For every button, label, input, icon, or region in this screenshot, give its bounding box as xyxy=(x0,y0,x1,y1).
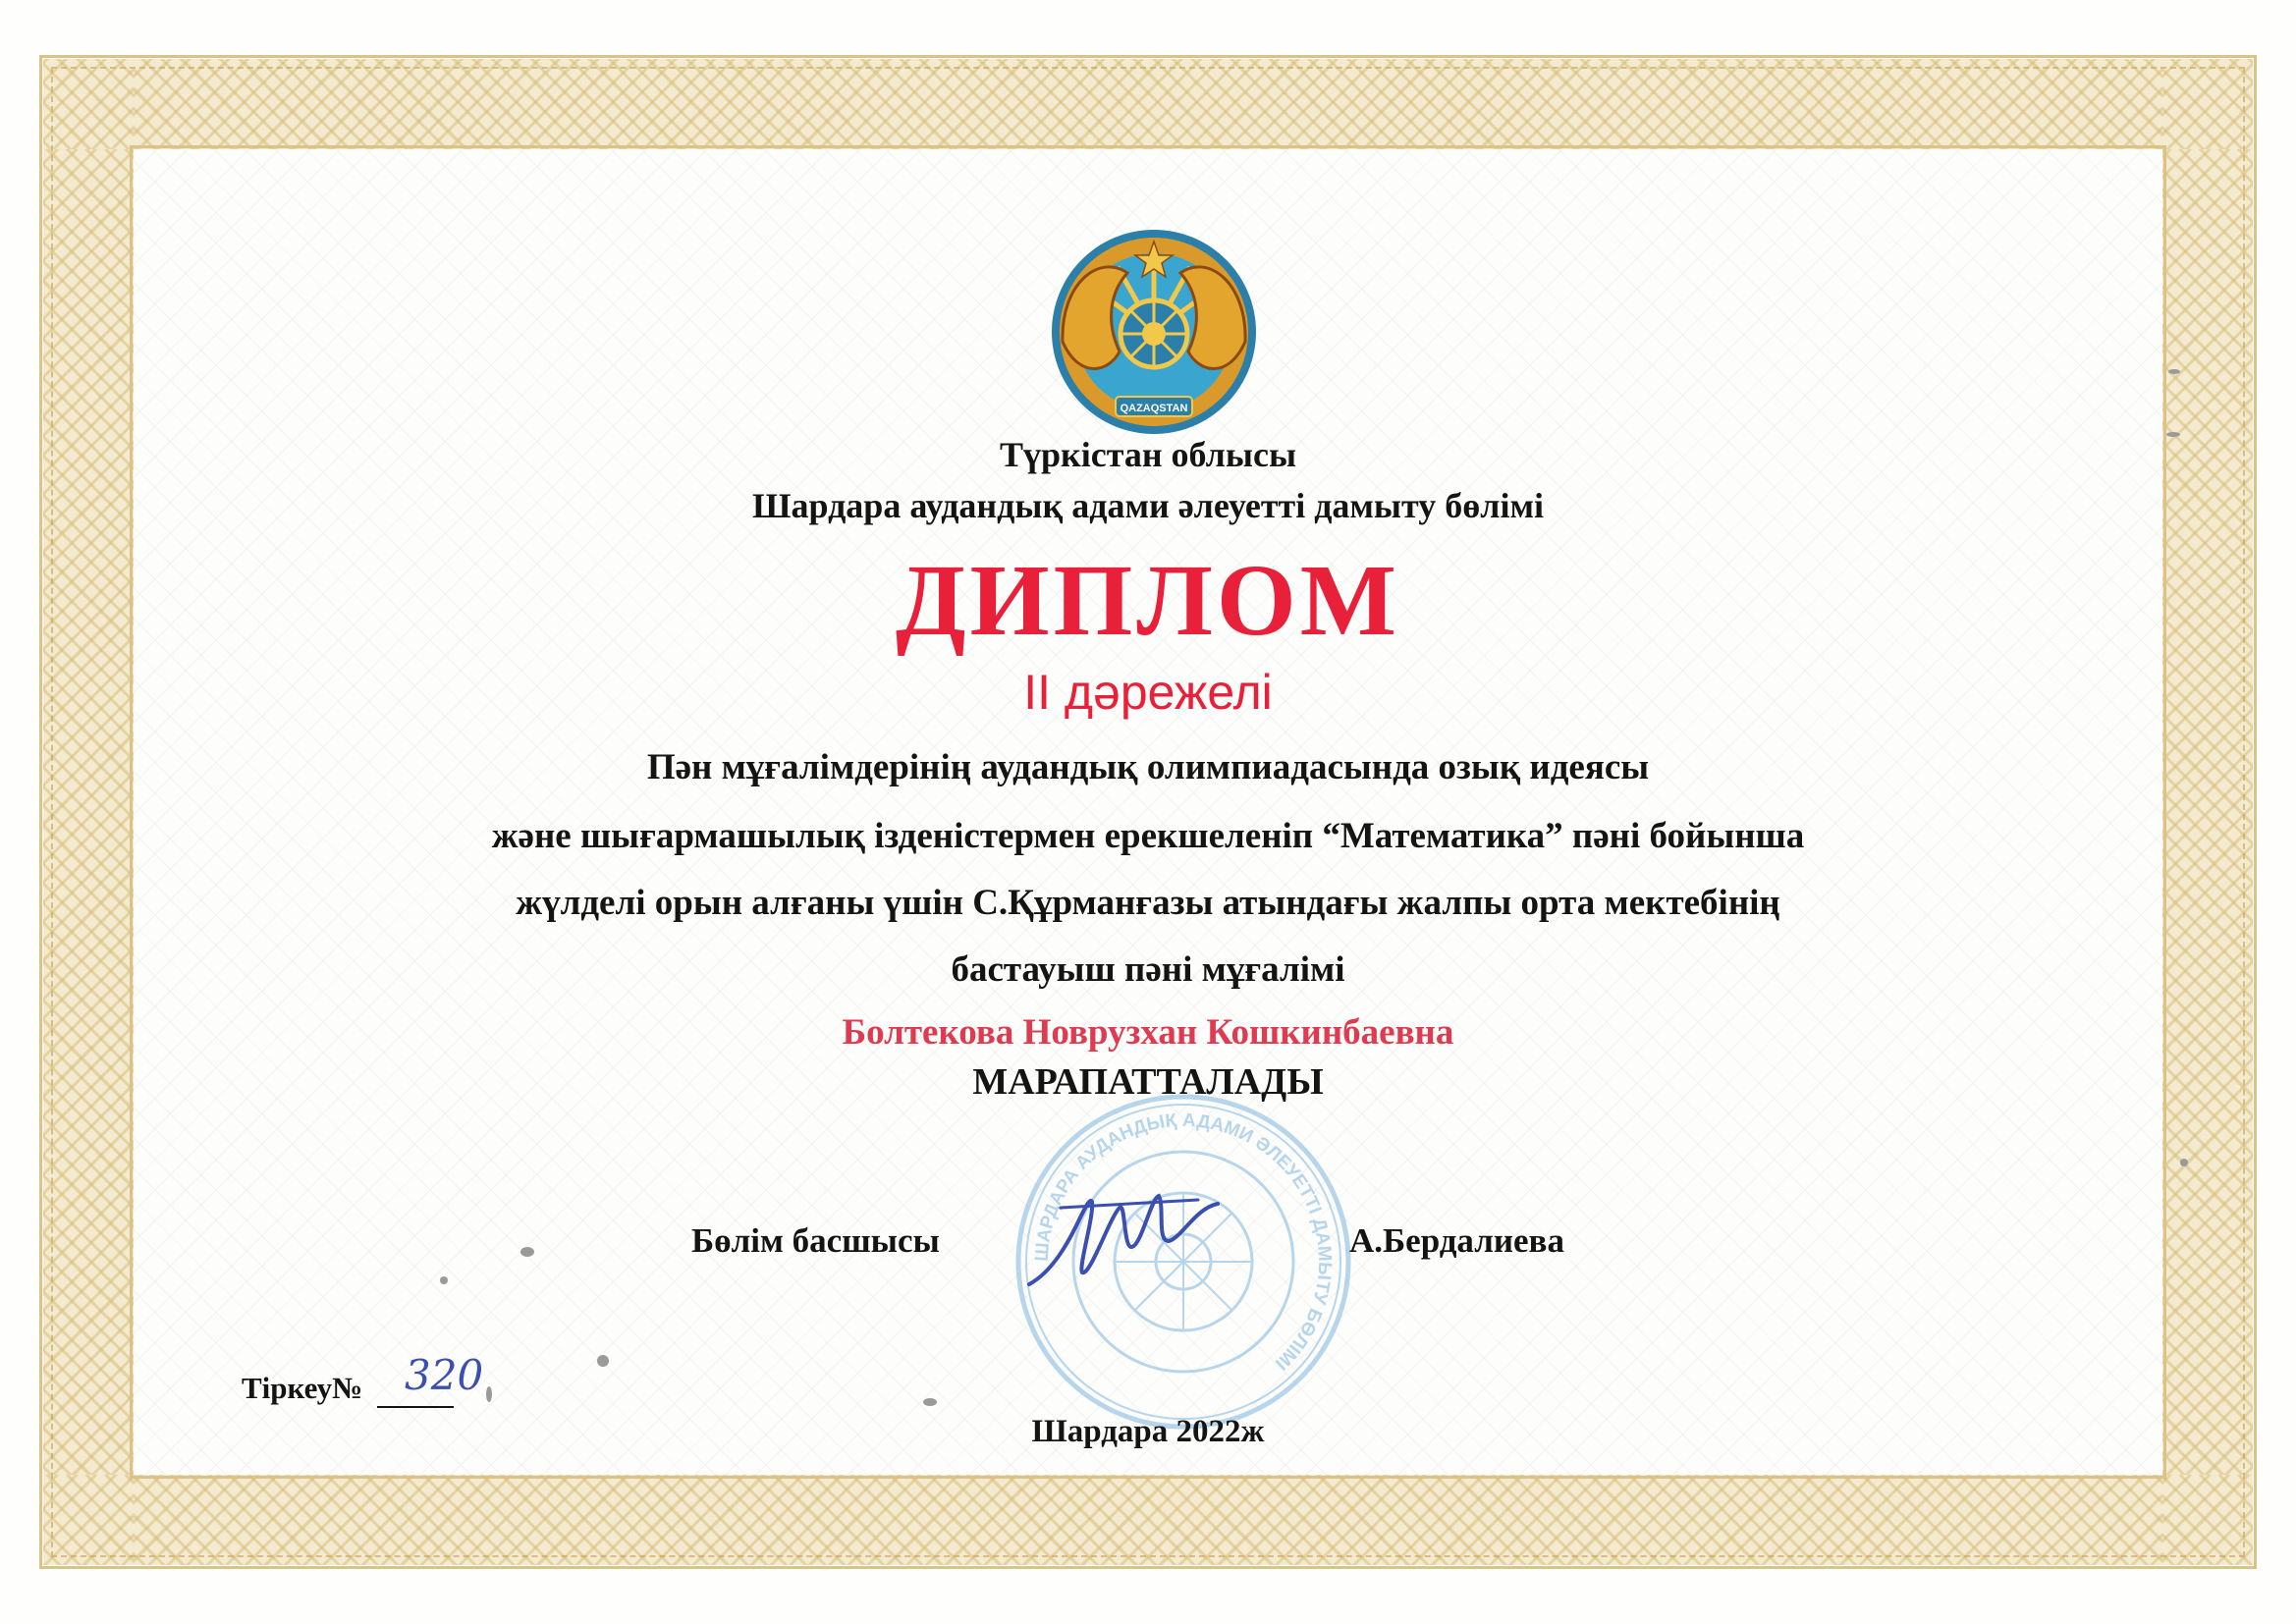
registration-number: 320 xyxy=(405,1351,484,1399)
registration-underline xyxy=(377,1406,454,1408)
stamp-ring-text: ШАРДАРА АУДАНДЫҚ АДАМИ ӘЛЕУЕТТІ ДАМЫТУ БӨЛІМІ xyxy=(1031,1110,1336,1375)
scan-speck xyxy=(2168,369,2180,374)
diploma-degree: II дәрежелі xyxy=(1023,665,1273,720)
scan-speck xyxy=(2180,1159,2188,1166)
signatory-position: Бөлім басшысы xyxy=(691,1221,940,1260)
department-heading: Шардара аудандық адами әлеуетті дамыту бөлімі xyxy=(752,486,1544,525)
handwritten-signature-icon xyxy=(1021,1178,1228,1296)
diploma-title: ДИПЛОМ xyxy=(896,544,1400,657)
awarded-text: МАРАПАТТАЛАДЫ xyxy=(972,1061,1324,1103)
signatory-name: А.Бердалиева xyxy=(1349,1221,1564,1260)
scan-speck xyxy=(923,1398,937,1406)
citation-line-2: және шығармашылық ізденістермен ерекшеленіп “Математика” пәні бойынша xyxy=(491,816,1805,856)
state-emblem-icon xyxy=(1041,224,1267,440)
emblem-banner-text: QAZAQSTAN xyxy=(1120,403,1188,414)
recipient-name: Болтекова Новрузхан Кошкинбаевна xyxy=(842,1012,1454,1053)
scan-speck xyxy=(597,1355,609,1367)
scan-speck xyxy=(486,1386,492,1402)
scan-speck xyxy=(2166,432,2180,437)
place-and-date: Шардара 2022ж xyxy=(1031,1414,1265,1449)
registration-label: Тіркеу№ xyxy=(242,1371,363,1405)
region-heading: Түркістан облысы xyxy=(999,435,1297,474)
citation-line-1: Пән мұғалімдерінің аудандық олимпиадасында озық идеясы xyxy=(646,747,1650,787)
citation-line-4: бастауыш пәні мұғалімі xyxy=(951,949,1345,990)
scan-speck xyxy=(520,1247,534,1257)
citation-line-3: жүлделі орын алғаны үшін С.Құрманғазы атындағы жалпы орта мектебінің xyxy=(516,883,1780,923)
scan-speck xyxy=(440,1276,448,1284)
